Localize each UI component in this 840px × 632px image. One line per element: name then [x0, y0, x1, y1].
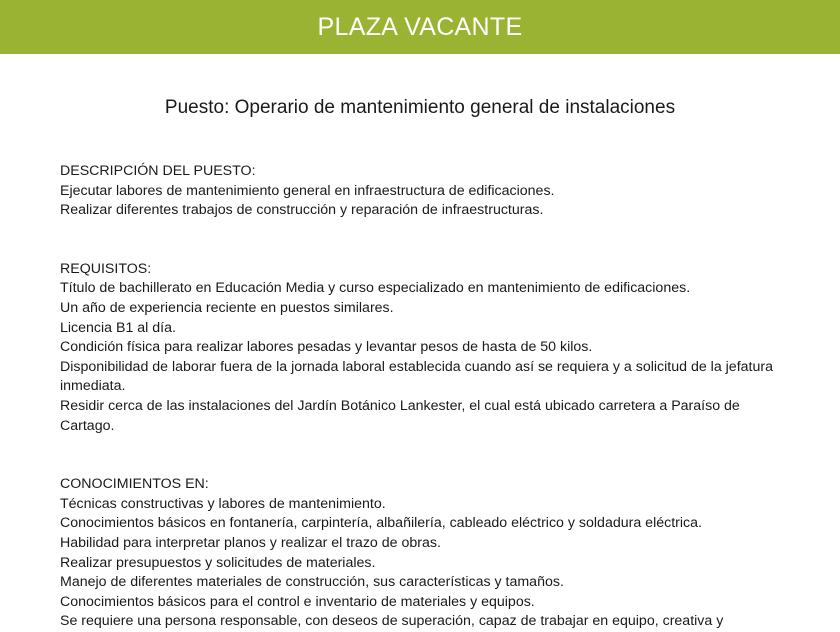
section-spacer	[60, 436, 780, 475]
requirement-line: Licencia B1 al día.	[60, 319, 176, 336]
description-heading: DESCRIPCIÓN DEL PUESTO:	[60, 163, 256, 179]
knowledge-line: Se requiere una persona responsable, con deseos de superación, capaz de trabajar en equipo, creativa y	[60, 613, 724, 630]
knowledge-line: Manejo de diferentes materiales de construcción, sus características y tamaños.	[60, 574, 564, 591]
requirement-line: Título de bachillerato en Educación Media y curso especializado en mantenimiento de edificaciones.	[60, 280, 691, 297]
job-posting-body	[60, 162, 780, 632]
knowledge-line: Conocimientos básicos en fontanería, carpintería, albañilería, cableado eléctrico y soldadura eléctrica.	[60, 515, 702, 532]
requirements-heading: REQUISITOS:	[60, 260, 152, 277]
description-section	[60, 162, 780, 221]
knowledge-heading: CONOCIMIENTOS EN:	[60, 476, 209, 493]
requirements-section	[60, 260, 780, 436]
requirement-line: Condición física para realizar labores pesadas y levantar pesos de hasta de 50 kilos.	[60, 339, 593, 356]
knowledge-line: Técnicas constructivas y labores de mantenimiento.	[60, 495, 386, 512]
section-spacer	[60, 221, 780, 260]
knowledge-line: Conocimientos básicos para el control e inventario de materiales y equipos.	[60, 593, 535, 610]
description-line: Ejecutar labores de mantenimiento general en infraestructura de edificaciones.	[60, 182, 555, 199]
knowledge-line: Realizar presupuestos y solicitudes de materiales.	[60, 554, 376, 571]
knowledge-section	[60, 475, 780, 632]
banner-title: PLAZA VACANTE	[317, 12, 523, 41]
position-title: Puesto: Operario de mantenimiento general de instalaciones	[164, 97, 676, 118]
header-banner	[0, 0, 840, 54]
requirement-line: Un año de experiencia reciente en puestos similares.	[60, 299, 394, 316]
requirement-line: Residir cerca de las instalaciones del Jardín Botánico Lankester, el cual está ubicado carretera a Paraíso de Cartago.	[60, 397, 740, 434]
knowledge-line: Habilidad para interpretar planos y realizar el trazo de obras.	[60, 534, 441, 551]
description-line: Realizar diferentes trabajos de construcción y reparación de infraestructuras.	[60, 202, 544, 219]
requirement-line: Disponibilidad de laborar fuera de la jornada laboral establecida cuando así se requiera y a solicitud de la jefatura inmediata.	[60, 358, 773, 395]
